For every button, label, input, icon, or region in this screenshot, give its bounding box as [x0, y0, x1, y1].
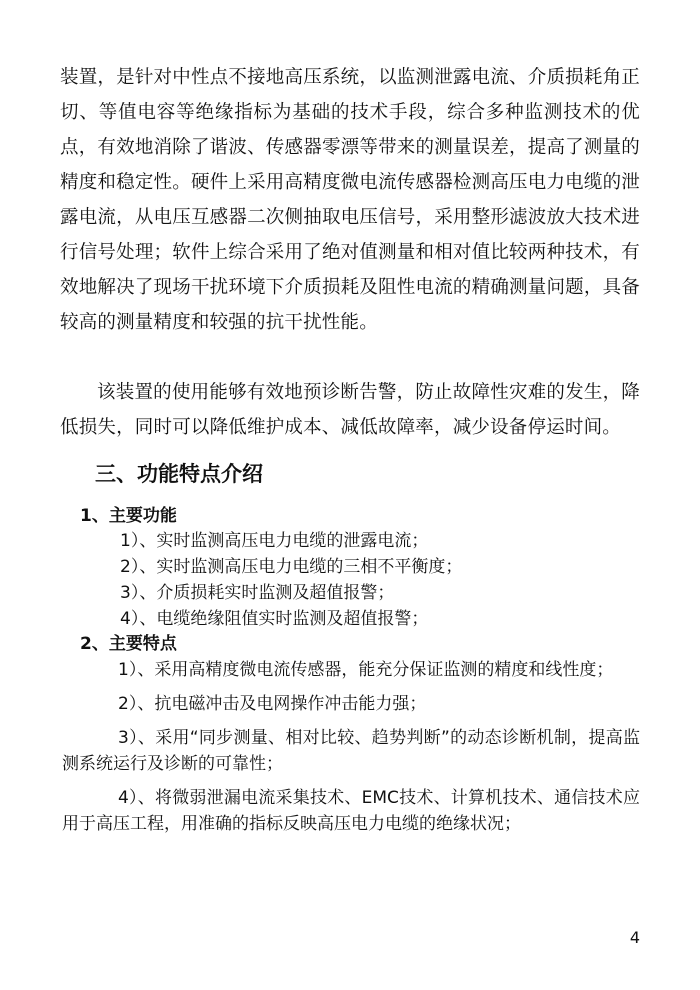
main-functions-list [0, 528, 700, 632]
section-heading: 三、功能特点介绍 [95, 462, 263, 486]
list-item: 4）、将微弱泄漏电流采集技术、EMC技术、计算机技术、通信技术应用于高压工程，用准确的指标反映高压电力电缆的绝缘状况； [62, 788, 640, 834]
list-item: 3）、介质损耗实时监测及超值报警； [120, 583, 395, 603]
list-item: 1）、实时监测高压电力电缆的泄露电流； [120, 531, 429, 551]
body-paragraph-2: 该装置的使用能够有效地预诊断告警，防止故障性灾难的发生，降低损失，同时可以降低维护成本、减低故障率，减少设备停运时间。 [60, 382, 640, 438]
subheading-main-features: 2、主要特点 [80, 634, 177, 654]
body-paragraph-1: 装置，是针对中性点不接地高压系统，以监测泄露电流、介质损耗角正切、等值电容等绝缘指标为基础的技术手段，综合多种监测技术的优点，有效地消除了谐波、传感器零漂等带来的测量误差，提高了测量的精度和稳定性。硬件上采用高精度微电流传感器检测高压电力电缆的泄露电流，从电压互感器二次侧抽取电压信号，采用整形滤波放大技术进行信号处理；软件上综合采用了绝对值测量和相对值比较两种技术，有效地解决了现场干扰环境下介质损耗及阻性电流的精确测量问题，具备较高的测量精度和较强的抗干扰性能。 [60, 67, 640, 333]
list-item: 2）、抗电磁冲击及电网操作冲击能力强； [118, 694, 427, 714]
list-item: 2）、实时监测高压电力电缆的三相不平衡度； [120, 557, 463, 577]
list-item: 4）、电缆绝缘阻值实时监测及超值报警； [120, 609, 429, 629]
subheading-main-functions: 1、主要功能 [80, 506, 177, 526]
main-features-list [0, 657, 700, 845]
page-number: 4 [629, 928, 640, 947]
list-item: 1）、采用高精度微电流传感器，能充分保证监测的精度和线性度； [118, 660, 614, 680]
list-item: 3）、采用“同步测量、相对比较、趋势判断”的动态诊断机制，提高监测系统运行及诊断的可靠性； [62, 728, 640, 774]
